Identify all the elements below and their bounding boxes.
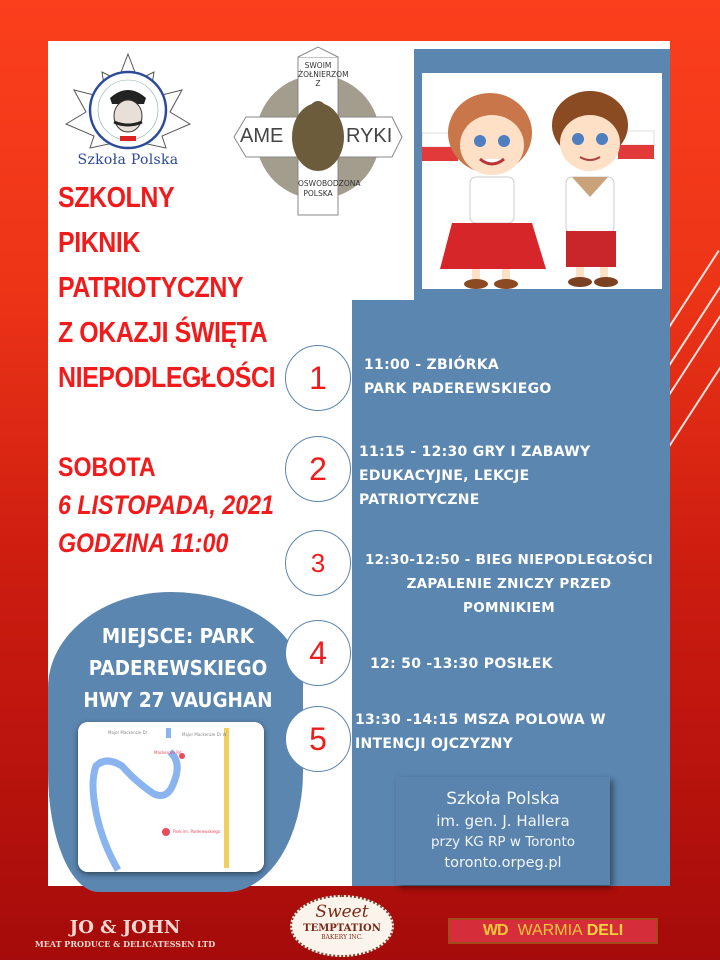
map-pin-label: Park im. Paderewskiego — [173, 829, 221, 834]
schedule-item-1 — [364, 353, 552, 401]
map-road-label: Major Mackenzie Dr — [108, 730, 148, 735]
school-logo — [58, 52, 198, 170]
sponsor-sub: MEAT PRODUCE & DELICATESSEN LTD — [34, 939, 216, 949]
map-road-label: Major Mackenzie Dr W — [182, 732, 227, 737]
info-consulate: przy KG RP w Toronto — [430, 834, 576, 850]
sponsor-sweet-temptation — [290, 895, 394, 957]
location-map[interactable] — [78, 722, 264, 872]
schedule-line: PARK PADEREWSKIEGO — [364, 381, 552, 397]
sponsor-name-2: DELI — [586, 922, 624, 939]
schedule-line: INTENCJI OJCZYZNY — [355, 736, 514, 752]
sponsor-name: WARMIA — [517, 922, 583, 939]
badge-bottom-text: OSWOBODZONA POLSKA — [298, 179, 361, 198]
title-line: PIKNIK — [58, 227, 140, 259]
sponsor-name: JO & JOHN — [69, 917, 181, 938]
info-school-name: Szkoła Polska — [446, 789, 560, 809]
event-date — [58, 448, 274, 562]
sponsor-name: Sweet — [315, 902, 369, 922]
step-2-circle — [285, 436, 351, 502]
sponsor-sub: TEMPTATION — [303, 923, 381, 934]
schedule-line: ZAPALENIE ZNICZY PRZED — [406, 576, 612, 592]
schedule-item-2 — [359, 440, 590, 512]
step-number: 3 — [310, 547, 326, 578]
event-title — [58, 176, 275, 401]
info-website[interactable]: toronto.orpeg.pl — [444, 855, 562, 871]
title-line: SZKOLNY — [58, 182, 175, 214]
schedule-line: 13:30 -14:15 MSZA POLOWA W — [355, 712, 606, 728]
school-logo-label: Szkoła Polska — [77, 152, 179, 168]
step-number: 5 — [309, 720, 327, 757]
step-1-circle — [285, 345, 351, 411]
event-date-text: 6 LISTOPADA, 2021 — [58, 490, 274, 520]
school-info-box — [396, 777, 610, 885]
sponsor-sub2: BAKERY INC. — [321, 934, 363, 941]
schedule-line: 11:15 - 12:30 GRY I ZABAWY — [359, 444, 591, 460]
event-day: SOBOTA — [58, 452, 156, 482]
title-line: Z OKAZJI ŚWIĘTA — [58, 317, 268, 349]
badge-right-text: RYKI — [346, 125, 393, 147]
place-line: MIEJSCE: PARK — [101, 624, 255, 648]
info-patron: im. gen. J. Hallera — [436, 812, 570, 830]
step-number: 2 — [309, 450, 327, 487]
title-line: NIEPODLEGŁOŚCI — [58, 362, 276, 394]
schedule-item-4 — [370, 652, 553, 676]
schedule-line: POMNIKIEM — [463, 600, 555, 616]
schedule-item-5 — [355, 708, 606, 756]
event-place — [68, 620, 289, 716]
map-poi-label: Mackenzie Rd — [154, 750, 182, 755]
badge-top-text: SWOIM ŻOŁNIERZOM Z — [298, 61, 349, 88]
schedule-line: 12:30-12:50 - BIEG NIEPODLEGŁOŚCI — [364, 552, 654, 568]
sponsor-jo-john — [20, 918, 230, 950]
schedule-item-3 — [354, 548, 664, 620]
step-4-circle — [285, 620, 351, 686]
schedule-line: 12: 50 -13:30 POSIŁEK — [370, 656, 553, 672]
sponsor-warmia-deli — [448, 918, 658, 944]
event-time: GODZINA 11:00 — [58, 528, 229, 558]
step-3-circle — [285, 530, 351, 596]
title-line: PATRIOTYCZNY — [58, 272, 244, 304]
schedule-line: 11:00 - ZBIÓRKA — [364, 357, 500, 373]
place-line: PADEREWSKIEGO — [88, 656, 268, 680]
step-number: 4 — [309, 634, 327, 671]
warmia-logo-icon: WD — [482, 922, 508, 939]
schedule-line: PATRIOTYCZNE — [359, 492, 480, 508]
badge-left-text: AME — [240, 125, 284, 147]
schedule-line: EDUKACYJNE, LEKCJE — [359, 468, 530, 484]
step-number: 1 — [309, 359, 327, 396]
step-5-circle — [285, 706, 351, 772]
children-with-flags-illustration — [422, 73, 662, 289]
place-line: HWY 27 VAUGHAN — [83, 688, 273, 712]
